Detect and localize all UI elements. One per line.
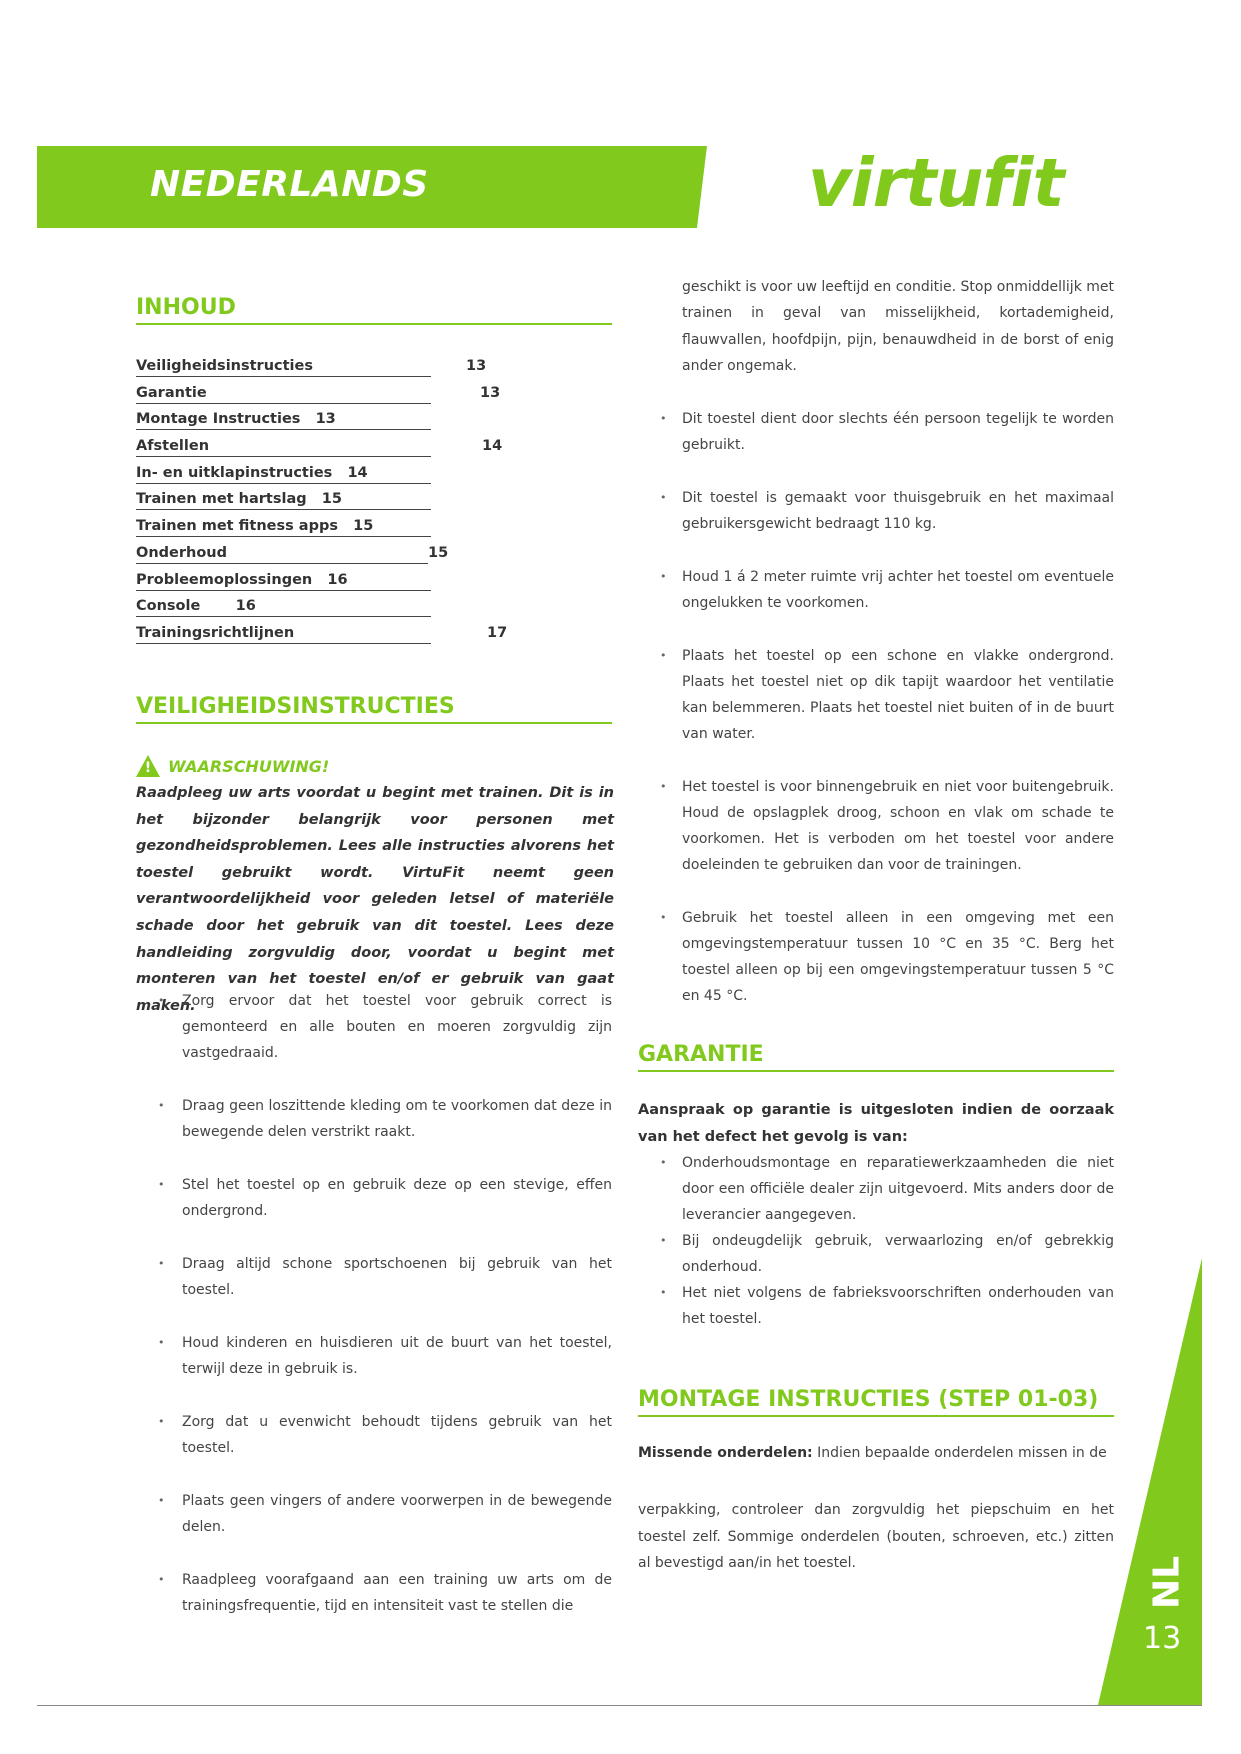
toc-item[interactable]	[136, 623, 616, 650]
toc-item-label: Veiligheidsinstructies	[136, 356, 431, 377]
toc-item[interactable]	[136, 383, 616, 410]
assembly-missing-parts-continued: verpakking, controleer dan zorgvuldig het piepschuim en het toestel zelf. Sommige onderdelen (bouten, schroeven, etc.) zitten al bevestigd aan/in het toestel.	[638, 1502, 1114, 1571]
list-item: • Houd kinderen en huisdieren uit de buurt van het toestel, terwijl deze in gebruik is.	[158, 1330, 612, 1382]
list-item: • Dit toestel is gemaakt voor thuisgebruik en het maximaal gebruikersgewicht bedraagt 110 kg.	[660, 485, 1114, 537]
list-item: • Draag geen loszittende kleding om te voorkomen dat deze in bewegende delen verstrikt raakt.	[158, 1093, 612, 1145]
toc-item-label: Probleemoplossingen 16	[136, 570, 431, 591]
list-item: • Stel het toestel op en gebruik deze op een stevige, effen ondergrond.	[158, 1172, 612, 1224]
toc-item[interactable]	[136, 596, 616, 623]
page-number: 13	[1143, 1621, 1182, 1656]
warranty-list	[660, 1150, 1114, 1332]
toc-item[interactable]	[136, 489, 616, 516]
toc-item-page: 15	[321, 491, 342, 508]
toc-title: INHOUD	[136, 295, 612, 325]
assembly-title: MONTAGE INSTRUCTIES (STEP 01-03)	[638, 1387, 1114, 1417]
toc-item-page: 16	[327, 571, 348, 588]
toc-item[interactable]	[136, 543, 616, 570]
safety-list-left	[158, 988, 612, 1646]
list-item: • Draag altijd schone sportschoenen bij gebruik van het toestel.	[158, 1251, 612, 1303]
list-item: • Zorg dat u evenwicht behoudt tijdens gebruik van het toestel.	[158, 1409, 612, 1461]
warranty-intro: Aanspraak op garantie is uitgesloten indien de oorzaak van het defect het gevolg is van:	[638, 1102, 1114, 1145]
warning-icon	[136, 755, 160, 777]
safety-continuation: geschikt is voor uw leeftijd en conditie. Stop onmiddellijk met trainen in geval van misselijkheid, kortademigheid, flauwvallen, hoofdpijn, pijn, benauwdheid in de borst of enig ander ongemak.	[682, 279, 1114, 375]
toc-item[interactable]	[136, 463, 616, 490]
warning-text: Raadpleeg uw arts voordat u begint met trainen. Dit is in het bijzonder belangrijk voor personen met gezondheidsproblemen. Lees alle instructies alvorens het toestel gebruikt wordt. VirtuFit neemt geen verantwoordelijkheid voor geleden letsel of materiële schade door het gebruik van dit toestel. Lees deze handleiding zorgvuldig door, voordat u begint met monteren van het toestel en/of er gebruik van gaat maken.	[136, 785, 614, 1014]
toc-item[interactable]	[136, 409, 616, 436]
toc-item-label: Trainen met hartslag 15	[136, 489, 431, 510]
toc-item-page: 14	[482, 438, 503, 455]
toc-item-page: 16	[235, 598, 256, 615]
language-title: NEDERLANDS	[150, 164, 429, 205]
list-item: • Bij ondeugdelijk gebruik, verwaarlozing en/of gebrekkig onderhoud.	[660, 1228, 1114, 1280]
toc-item[interactable]	[136, 570, 616, 597]
toc-item-label: In- en uitklapinstructies 14	[136, 463, 431, 484]
toc-item-label: Montage Instructies 13	[136, 409, 431, 430]
missing-parts-text: Indien bepaalde onderdelen missen in de	[817, 1445, 1107, 1461]
assembly-missing-parts	[638, 1440, 1114, 1467]
warning-label: WAARSCHUWING!	[168, 756, 330, 776]
toc-item-page: 13	[480, 384, 501, 401]
list-item: • Houd 1 á 2 meter ruimte vrij achter het toestel om eventuele ongelukken te voorkomen.	[660, 564, 1114, 616]
toc-item-label: Garantie	[136, 383, 431, 404]
toc-item[interactable]	[136, 436, 616, 463]
list-item: • Het niet volgens de fabrieksvoorschriften onderhouden van het toestel.	[660, 1280, 1114, 1332]
list-item: • Het toestel is voor binnengebruik en niet voor buitengebruik. Houd de opslagplek droog, schoon en vlak om schade te voorkomen. Het is verboden om het toestel voor andere doeleinden te gebruiken dan voor de trainingen.	[660, 774, 1114, 878]
toc-item-page: 13	[466, 358, 487, 374]
list-item: • Dit toestel dient door slechts één persoon tegelijk te worden gebruikt.	[660, 406, 1114, 458]
list-item: • Plaats het toestel op een schone en vlakke ondergrond. Plaats het toestel niet op dik tapijt waardoor het ventilatie kan belemmeren. Plaats het toestel niet buiten of in de buurt van water.	[660, 643, 1114, 747]
toc-item-page: 14	[347, 464, 368, 481]
toc-item-page: 13	[315, 411, 336, 428]
missing-parts-label: Missende onderdelen:	[638, 1445, 813, 1461]
list-item: • Zorg ervoor dat het toestel voor gebruik correct is gemonteerd en alle bouten en moeren zorgvuldig zijn vastgedraaid.	[158, 988, 612, 1066]
list-item: • Raadpleeg voorafgaand aan een training uw arts om de trainingsfrequentie, tijd en intensiteit vast te stellen die	[158, 1567, 612, 1619]
list-item: • Plaats geen vingers of andere voorwerpen in de bewegende delen.	[158, 1488, 612, 1540]
toc-item-label: Trainen met fitness apps 15	[136, 516, 431, 537]
language-code: NL	[1146, 1555, 1188, 1610]
footer-divider	[37, 1705, 1202, 1706]
table-of-contents	[136, 356, 616, 650]
toc-item-page: 15	[353, 518, 374, 535]
toc-item-page: 15	[428, 544, 449, 561]
toc-item-label: Console 16	[136, 596, 431, 617]
safety-list-right	[660, 406, 1114, 1036]
toc-item[interactable]	[136, 356, 616, 383]
safety-title: VEILIGHEIDSINSTRUCTIES	[136, 694, 612, 724]
list-item: • Onderhoudsmontage en reparatiewerkzaamheden die niet door een officiële dealer zijn uitgevoerd. Mits anders door de leverancier aangegeven.	[660, 1150, 1114, 1228]
toc-item-label: Afstellen	[136, 436, 431, 457]
toc-item-label: Trainingsrichtlijnen	[136, 623, 431, 644]
toc-item[interactable]	[136, 516, 616, 543]
list-item: • Gebruik het toestel alleen in een omgeving met een omgevingstemperatuur tussen 10 °C en 35 °C. Berg het toestel alleen op bij een omgevingstemperatuur tussen 5 °C en 45 °C.	[660, 905, 1114, 1009]
brand-logo: virtufit	[808, 144, 1064, 222]
toc-item-page: 17	[487, 624, 508, 641]
warranty-title: GARANTIE	[638, 1042, 1114, 1072]
toc-item-label: Onderhoud	[136, 543, 428, 564]
warning-heading	[136, 755, 329, 777]
